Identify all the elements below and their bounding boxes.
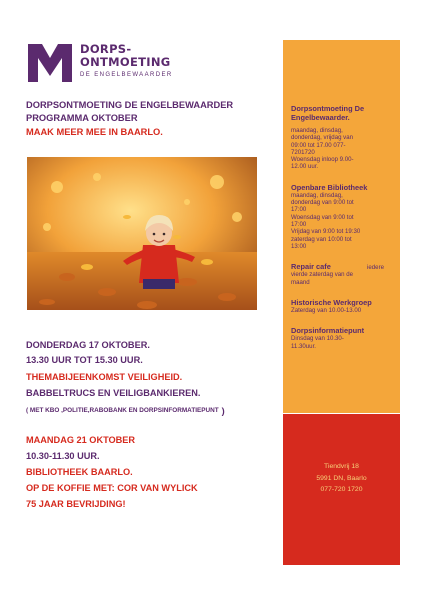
header-slogan: MAAK MEER MEE IN BAARLO. xyxy=(26,127,163,137)
header-program: PROGRAMMA OKTOBER xyxy=(26,113,138,123)
logo-wordmark xyxy=(80,43,171,69)
logo-subtitle: DE ENGELBEWAARDER xyxy=(80,72,173,78)
address-block xyxy=(283,461,400,496)
header-title: DORPSONTMOETING DE ENGELBEWAARDER xyxy=(26,100,234,110)
address-city: 5991 DN, Baarlo xyxy=(316,474,367,482)
hours-line: Vrijdag van 9:00 tot 19:30 xyxy=(291,228,361,236)
event2-time: 10.30-11.30 UUR. xyxy=(26,451,100,461)
dorpsontmoeting-title: Dorpsontmoeting De Engelbewaarder. xyxy=(291,104,365,122)
event2-place: BIBLIOTHEEK BAARLO. xyxy=(26,467,133,477)
event1-partners-close: ) xyxy=(221,406,225,416)
logo xyxy=(26,38,216,86)
address-panel xyxy=(283,414,400,565)
hours-line: 17:00 xyxy=(291,206,307,214)
historische-werkgroep-hours xyxy=(291,298,392,314)
historische-werkgroep-title: Historische Werkgroep xyxy=(291,298,372,308)
event1-date: DONDERDAG 17 OKTOBER. xyxy=(26,340,150,350)
event2-guest: OP DE KOFFIE MET: COR VAN WYLICK xyxy=(26,483,198,493)
hours-line: Woensdag inloop 9.00- xyxy=(291,156,354,164)
hours-line: 12.00 uur. xyxy=(291,163,319,171)
repair-cafe-title: Repair cafe xyxy=(291,262,331,272)
logo-line-1: DORPS- xyxy=(80,42,132,56)
bibliotheek-hours xyxy=(291,183,392,250)
dorpsinformatiepunt-hours xyxy=(291,326,392,350)
logo-line-2: ONTMOETING xyxy=(80,55,171,69)
hours-line: 7201720 xyxy=(291,148,315,156)
hours-line: maand xyxy=(291,278,310,286)
dorpsinformatiepunt-title: Dorpsinformatiepunt xyxy=(291,326,365,336)
event1-time: 13.30 UUR TOT 15.30 UUR. xyxy=(26,355,143,365)
hours-line: Dinsdag van 10.30- xyxy=(291,335,344,343)
bibliotheek-title: Openbare Bibliotheek xyxy=(291,182,368,192)
hours-line: maandag, dinsdag, xyxy=(291,191,343,199)
hours-line: 17:00 xyxy=(291,220,307,228)
event1-partners xyxy=(26,402,225,418)
repair-cafe-header xyxy=(291,262,392,271)
hours-line: donderdag van 9:00 tot xyxy=(291,199,354,207)
event1-detail: BABBELTRUCS EN VEILIGBANKIEREN. xyxy=(26,388,201,398)
hours-line: iedere xyxy=(367,264,384,272)
event2-date: MAANDAG 21 OKTOBER xyxy=(26,435,136,445)
hours-line: zaterdag van 10:00 tot xyxy=(291,235,352,243)
hours-line: 09:00 tot 17.00 077- xyxy=(291,141,346,149)
event1-topic: THEMABIJEENKOMST VEILIGHEID. xyxy=(26,372,183,382)
address-street: Tiendvrij 18 xyxy=(324,463,359,470)
opening-hours-panel xyxy=(283,40,400,413)
hours-line: Woensdag van 9:00 tot xyxy=(291,213,354,221)
hours-line: 11.30uur. xyxy=(291,342,316,350)
repair-cafe-hours xyxy=(291,262,392,286)
hours-line: Zaterdag van 10.00-13.00 xyxy=(291,307,362,315)
event2-theme: 75 JAAR BEVRIJDING! xyxy=(26,499,126,509)
event1-partners-text: ( MET KBO ,POLITIE,RABOBANK EN DORPSINFORMATIEPUNT xyxy=(26,407,219,414)
hours-line: donderdag, vrijdag van xyxy=(291,134,353,142)
autumn-child-photo xyxy=(27,157,257,310)
hours-line: maandag, dinsdag, xyxy=(291,127,343,134)
dorpsontmoeting-hours xyxy=(291,104,392,171)
hours-line: vierde zaterdag van de xyxy=(291,271,353,279)
m-logo-icon xyxy=(26,40,74,84)
address-phone: 077-720 1720 xyxy=(320,486,363,493)
hours-line: 13:00 xyxy=(291,242,307,250)
